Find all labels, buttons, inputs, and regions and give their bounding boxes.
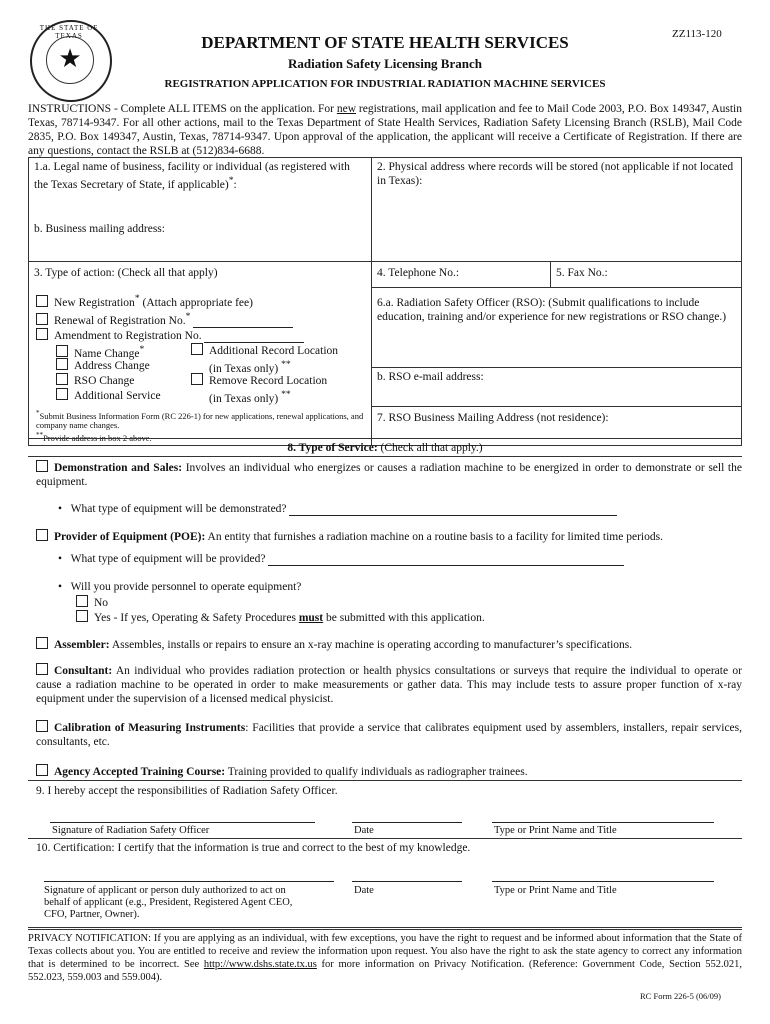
demo-option[interactable]: Demonstration and Sales: Involves an individual who energizes or causes a radiation machine to be energized in order to demonstrate or sell the equipment. xyxy=(36,462,742,488)
address-change-option[interactable]: Address Change xyxy=(56,358,150,373)
rso-print-name-label: Type or Print Name and Title xyxy=(494,825,617,836)
rso-change-checkbox[interactable] xyxy=(56,373,68,385)
rso-name-line[interactable] xyxy=(492,822,714,823)
training-option[interactable]: Agency Accepted Training Course: Training provided to qualify individuals as radiographer trainees. xyxy=(36,764,742,779)
applicant-print-name-label: Type or Print Name and Title xyxy=(494,885,617,896)
demo-checkbox[interactable] xyxy=(36,460,48,472)
applicant-date-label: Date xyxy=(354,885,374,896)
consultant-checkbox[interactable] xyxy=(36,663,48,675)
field-3-label: 3. Type of action: (Check all that apply) xyxy=(34,267,218,279)
training-checkbox[interactable] xyxy=(36,764,48,776)
form-number-footer: RC Form 226-5 (06/09) xyxy=(640,991,721,1001)
field-2-label: 2. Physical address where records will be stored (not applicable if not located in Texas): xyxy=(377,161,734,187)
remove-record-note: (in Texas only) ** xyxy=(209,388,291,405)
applicant-signature-label: Signature of applicant or person duly authorized to act on behalf of applicant (e.g., President, Registered Agent CEO, CFO, Partner, Owner). xyxy=(44,885,293,920)
personnel-yes-option[interactable]: Yes - If yes, Operating & Safety Procedures must be submitted with this application. xyxy=(76,610,485,625)
poe-equipment-field[interactable] xyxy=(268,565,624,566)
rso-cell[interactable] xyxy=(372,288,742,368)
rso-email-label: b. RSO e-mail address: xyxy=(377,371,484,384)
form-code: ZZ113-120 xyxy=(672,28,722,40)
amendment-checkbox[interactable] xyxy=(36,328,48,340)
additional-record-note: (in Texas only) ** xyxy=(209,358,291,375)
additional-record-option[interactable]: Additional Record Location xyxy=(191,343,338,358)
personnel-no-option[interactable]: No xyxy=(76,595,108,610)
assembler-option[interactable]: Assembler: Assembles, installs or repairs to ensure an x-ray machine is operating according to manufacturer’s specifications. xyxy=(36,637,742,652)
department-title: DEPARTMENT OF STATE HEALTH SERVICES xyxy=(201,33,569,52)
renewal-checkbox[interactable] xyxy=(36,313,48,325)
name-change-option[interactable]: Name Change* xyxy=(56,343,144,361)
remove-record-option[interactable]: Remove Record Location xyxy=(191,373,327,388)
application-fields-grid xyxy=(28,157,742,446)
telephone-label: 4. Telephone No.: xyxy=(377,267,460,279)
rso-signature-line[interactable] xyxy=(50,822,315,823)
section-8-heading: 8. Type of Service: (Check all that apply.) xyxy=(287,442,483,454)
consultant-option[interactable]: Consultant: An individual who provides radiation protection or health physics consultations or surveys that require the individual to operate or cause a radiation machine to be operated in order to make measurements or gather data. This may include tests to assure proper function of x-ray equipment under the supervision of a licensed medical physicist. xyxy=(36,665,742,705)
rso-signature-label: Signature of Radiation Safety Officer xyxy=(52,825,210,836)
field-1a-label: 1.a. Legal name of business, facility or individual (as registered with the Texas Secretary of State, if applicable)*: xyxy=(34,161,350,191)
personnel-no-checkbox[interactable] xyxy=(76,595,88,607)
poe-option[interactable]: Provider of Equipment (POE): An entity that furnishes a radiation machine on a routine basis to a facility for limited time periods. xyxy=(36,529,742,544)
rso-email-cell[interactable] xyxy=(372,368,742,407)
rso-date-line[interactable] xyxy=(352,822,462,823)
applicant-date-line[interactable] xyxy=(352,881,462,882)
demo-equipment-field[interactable] xyxy=(289,515,617,516)
applicant-name-line[interactable] xyxy=(492,881,714,882)
additional-service-checkbox[interactable] xyxy=(56,388,68,400)
fax-cell[interactable] xyxy=(551,262,742,288)
rso-mailing-cell[interactable] xyxy=(372,407,742,446)
rso-mailing-label: 7. RSO Business Mailing Address (not residence): xyxy=(377,412,609,425)
field-2-cell[interactable] xyxy=(372,158,742,262)
remove-record-checkbox[interactable] xyxy=(191,373,203,385)
rso-date-label: Date xyxy=(354,825,374,836)
poe-question: • What type of equipment will be provided? xyxy=(58,552,624,566)
footnote-2: **Provide address in box 2 above. xyxy=(36,431,152,444)
form-title: REGISTRATION APPLICATION FOR INDUSTRIAL RADIATION MACHINE SERVICES xyxy=(164,78,606,90)
fax-label: 5. Fax No.: xyxy=(556,267,608,279)
field-1-cell[interactable] xyxy=(29,158,372,262)
certification-statement: 10. Certification: I certify that the information is true and correct to the best of my knowledge. xyxy=(36,842,471,854)
calibration-option[interactable]: Calibration of Measuring Instruments: Facilities that provide a service that calibrates equipment used by assemblers, installers, repair services, consultants, etc. xyxy=(36,722,742,748)
name-change-checkbox[interactable] xyxy=(56,345,68,357)
dshs-website-link[interactable]: http://www.dshs.state.tx.us xyxy=(203,959,317,970)
seal-text: THE STATE OF TEXAS xyxy=(39,24,99,40)
branch-title: Radiation Safety Licensing Branch xyxy=(288,56,482,71)
footnote-1: *Submit Business Information Form (RC 226-1) for new applications, renewal applications, and company name changes. xyxy=(36,408,364,431)
rso-label: 6.a. Radiation Safety Officer (RSO): (Submit qualifications to include education, training and/or experience for new registrations or RSO change.) xyxy=(377,297,727,324)
star-icon: ★ xyxy=(58,44,82,73)
rso-acceptance: 9. I hereby accept the responsibilities of Radiation Safety Officer. xyxy=(36,785,338,797)
section-10-rule xyxy=(28,838,742,839)
section-9-rule xyxy=(28,780,742,781)
demo-question: • What type of equipment will be demonstrated? xyxy=(58,502,617,516)
calibration-checkbox[interactable] xyxy=(36,720,48,732)
renewal-option[interactable]: Renewal of Registration No.* xyxy=(36,310,366,328)
field-1b-label: b. Business mailing address: xyxy=(34,222,165,235)
address-change-checkbox[interactable] xyxy=(56,358,68,370)
applicant-signature-line[interactable] xyxy=(44,881,334,882)
additional-service-option[interactable]: Additional Service xyxy=(56,388,161,403)
additional-record-checkbox[interactable] xyxy=(191,343,203,355)
personnel-yes-checkbox[interactable] xyxy=(76,610,88,622)
telephone-cell[interactable] xyxy=(372,262,551,288)
field-3-cell xyxy=(29,262,372,446)
new-registration-checkbox[interactable] xyxy=(36,295,48,307)
instructions: INSTRUCTIONS - Complete ALL ITEMS on the application. For new registrations, mail application and fee to Mail Code 2003, P.O. Box 149347, Austin Texas, 78714-9347. For all other actions, mail to the Texas Department of State Health Services, Radiation Safety Licensing Branch (RSLB), Mail Code 2835, P.O. Box 149347, Austin, Texas, 78714-9347. Upon approval of the application, the applicant will receive a Certificate of Registration. If there are any questions, contact the RSLB at (512)834-6688. xyxy=(28,103,742,157)
privacy-notification: PRIVACY NOTIFICATION: If you are applying as an individual, with few exceptions, you have the right to request and be informed about information that the State of Texas collects about you. You are entitled to receive and review the information upon request. You also have the right to ask the state agency to correct any information that is determined to be incorrect. See http://www.dshs.state.tx.us for more information on Privacy Notification. (Reference: Government Code, Section 552.021, 552.023, 559.003 and 559.004). xyxy=(28,927,742,984)
poe-checkbox[interactable] xyxy=(36,529,48,541)
rso-change-option[interactable]: RSO Change xyxy=(56,373,134,388)
section-8-top-rule xyxy=(28,438,742,439)
new-registration-option[interactable]: New Registration* (Attach appropriate fee) xyxy=(36,292,366,310)
assembler-checkbox[interactable] xyxy=(36,637,48,649)
amendment-option[interactable]: Amendment to Registration No. xyxy=(36,328,366,343)
personnel-question: • Will you provide personnel to operate equipment? xyxy=(58,581,302,593)
section-8-bottom-rule xyxy=(28,456,742,457)
